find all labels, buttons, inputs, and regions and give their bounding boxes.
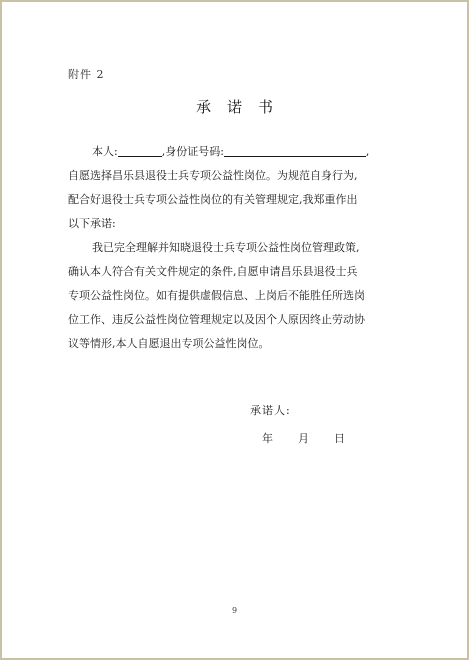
intro-line: 自愿选择昌乐县退役士兵专项公益性岗位。为规范自身行为, (68, 169, 358, 182)
intro-first-line (68, 140, 408, 164)
document-body (68, 140, 408, 356)
page-number: 9 (231, 606, 238, 615)
document-title: 承诺书 (195, 98, 289, 116)
pledge-line: 确认本人符合有关文件规定的条件,自愿申请昌乐县退役士兵 (68, 265, 358, 278)
id-number-blank (224, 144, 366, 157)
id-suffix: , (365, 145, 370, 158)
name-blank (118, 144, 162, 157)
name-prefix: 本人: (92, 145, 118, 158)
attachment-label: 附件 2 (68, 68, 105, 81)
id-prefix: ,身份证号码: (161, 145, 224, 158)
pledge-line: 位工作、违反公益性岗位管理规定以及因个人原因终止劳动协 (68, 313, 365, 326)
pledge-line: 专项公益性岗位。如有提供虚假信息、上岗后不能胜任所选岗 (68, 289, 365, 302)
intro-line: 配合好退役士兵专项公益性岗位的有关管理规定,我郑重作出 (68, 193, 358, 206)
date-day: 日 (334, 432, 345, 445)
date-year: 年 (262, 432, 273, 445)
intro-line: 以下承诺: (68, 217, 116, 230)
pledge-line: 议等情形,本人自愿退出专项公益性岗位。 (68, 337, 270, 350)
date-line (262, 430, 345, 446)
pledge-line: 我已完全理解并知晓退役士兵专项公益性岗位管理政策, (92, 241, 360, 254)
date-month: 月 (298, 432, 309, 445)
signature-label: 承诺人: (250, 404, 291, 417)
